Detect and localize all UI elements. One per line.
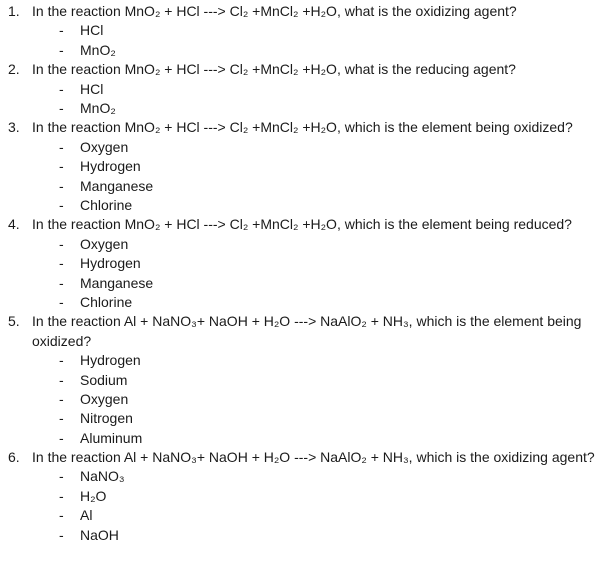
question-number: 3. <box>8 119 20 136</box>
question-number: 4. <box>8 216 20 233</box>
option-list <box>0 80 612 119</box>
bullet-dash: - <box>59 235 64 252</box>
question-6 <box>0 448 612 545</box>
question-text: In the reaction MnO₂ + HCl ---> Cl₂ +MnCl₂ +H₂O, which is the element being oxidized? <box>32 119 573 136</box>
answer-option <box>0 177 612 196</box>
answer-option <box>0 351 612 370</box>
answer-option <box>0 99 612 118</box>
bullet-dash: - <box>59 390 64 407</box>
option-label: Manganese <box>80 177 154 194</box>
quiz-document <box>0 2 612 545</box>
question-number: 6. <box>8 449 20 466</box>
bullet-dash: - <box>59 526 64 543</box>
question-number: 1. <box>8 3 20 19</box>
answer-option <box>0 467 612 486</box>
option-label: NaNO₃ <box>80 468 125 485</box>
question-2 <box>0 60 612 118</box>
bullet-dash: - <box>59 196 64 213</box>
option-label: MnO₂ <box>80 99 116 116</box>
option-label: Chlorine <box>80 196 133 213</box>
option-label: Hydrogen <box>80 255 141 272</box>
bullet-dash: - <box>59 177 64 194</box>
bullet-dash: - <box>59 293 64 310</box>
bullet-dash: - <box>59 274 64 291</box>
option-label: HCl <box>80 80 104 97</box>
option-label: Nitrogen <box>80 410 133 427</box>
bullet-dash: - <box>59 352 64 369</box>
option-label: Manganese <box>80 274 154 291</box>
question-text: In the reaction Al + NaNO₃+ NaOH + H₂O ---> NaAlO₂ + NH₃, which is the oxidizing agent? <box>32 449 595 466</box>
option-list <box>0 138 612 216</box>
option-label: H₂O <box>80 487 107 504</box>
bullet-dash: - <box>59 410 64 427</box>
answer-option <box>0 138 612 157</box>
option-label: NaOH <box>80 526 119 543</box>
bullet-dash: - <box>59 22 64 39</box>
option-label: Al <box>80 507 93 524</box>
option-label: Oxygen <box>80 138 129 155</box>
answer-option <box>0 409 612 428</box>
question-3 <box>0 118 612 215</box>
option-label: Hydrogen <box>80 158 141 175</box>
question-1 <box>0 2 612 60</box>
bullet-dash: - <box>59 507 64 524</box>
answer-option <box>0 487 612 506</box>
bullet-dash: - <box>59 99 64 116</box>
option-label: Chlorine <box>80 293 133 310</box>
answer-option <box>0 196 612 215</box>
answer-option <box>0 526 612 545</box>
option-list <box>0 351 612 448</box>
answer-option <box>0 293 612 312</box>
bullet-dash: - <box>59 255 64 272</box>
option-label: Sodium <box>80 371 128 388</box>
answer-option <box>0 80 612 99</box>
bullet-dash: - <box>59 429 64 446</box>
option-label: Oxygen <box>80 235 129 252</box>
option-label: Oxygen <box>80 390 129 407</box>
question-text: In the reaction Al + NaNO₃+ NaOH + H₂O ---> NaAlO₂ + NH₃, which is the element being oxidized? <box>32 313 582 349</box>
bullet-dash: - <box>59 487 64 504</box>
question-number: 5. <box>8 313 20 330</box>
question-text: In the reaction MnO₂ + HCl ---> Cl₂ +MnCl₂ +H₂O, which is the element being reduced? <box>32 216 572 233</box>
option-label: MnO₂ <box>80 41 116 58</box>
bullet-dash: - <box>59 468 64 485</box>
option-label: Hydrogen <box>80 352 141 369</box>
answer-option <box>0 41 612 60</box>
answer-option <box>0 157 612 176</box>
answer-option <box>0 254 612 273</box>
option-list <box>0 21 612 60</box>
answer-option <box>0 235 612 254</box>
bullet-dash: - <box>59 41 64 58</box>
question-text: In the reaction MnO₂ + HCl ---> Cl₂ +MnCl₂ +H₂O, what is the oxidizing agent? <box>32 3 517 19</box>
answer-option <box>0 506 612 525</box>
bullet-dash: - <box>59 80 64 97</box>
answer-option <box>0 21 612 40</box>
option-label: Aluminum <box>80 429 143 446</box>
option-list <box>0 467 612 545</box>
answer-option <box>0 371 612 390</box>
answer-option <box>0 390 612 409</box>
question-text: In the reaction MnO₂ + HCl ---> Cl₂ +MnCl₂ +H₂O, what is the reducing agent? <box>32 61 516 78</box>
option-label: HCl <box>80 22 104 39</box>
bullet-dash: - <box>59 138 64 155</box>
option-list <box>0 235 612 313</box>
question-5 <box>0 312 612 448</box>
question-4 <box>0 215 612 312</box>
answer-option <box>0 429 612 448</box>
question-number: 2. <box>8 61 20 78</box>
bullet-dash: - <box>59 371 64 388</box>
bullet-dash: - <box>59 158 64 175</box>
answer-option <box>0 274 612 293</box>
